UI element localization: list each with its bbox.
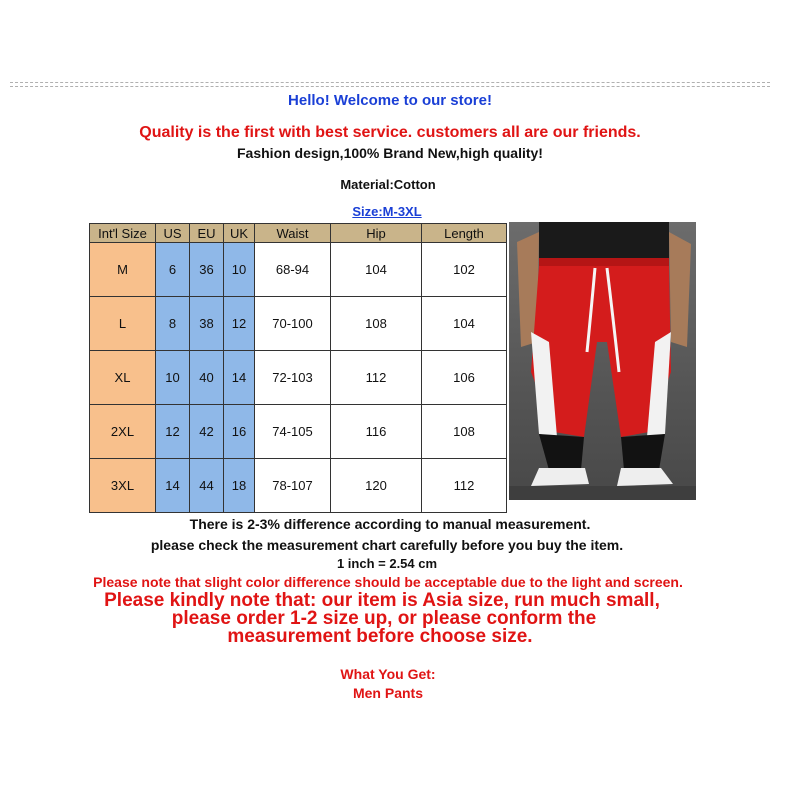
table-header-row [90,224,507,243]
top-divider-2 [10,86,770,87]
cell-hip: 120 [331,459,422,513]
cell-hip: 108 [331,297,422,351]
welcome-text: Hello! Welcome to our store! [288,92,492,109]
cell-us: 8 [156,297,190,351]
size-chart-table [89,223,507,513]
cell-size: M [90,243,156,297]
product-photo [509,222,696,500]
what-you-get-label: What You Get: [340,666,436,682]
cell-size: 2XL [90,405,156,459]
cell-waist: 68-94 [255,243,331,297]
cell-uk: 10 [224,243,255,297]
cell-eu: 42 [190,405,224,459]
cell-waist: 74-105 [255,405,331,459]
color-note: Please note that slight color difference should be acceptable due to the light and screen. [93,574,683,590]
cell-hip: 116 [331,405,422,459]
cell-length: 112 [422,459,507,513]
cell-uk: 14 [224,351,255,405]
size-range-text: Size:M-3XL [352,204,422,219]
material-text: Material:Cotton [340,177,436,192]
table-row [90,405,507,459]
asia-note-line-3: measurement before choose size. [227,626,533,647]
cell-us: 12 [156,405,190,459]
cell-length: 108 [422,405,507,459]
cell-waist: 70-100 [255,297,331,351]
cell-hip: 104 [331,243,422,297]
cell-uk: 12 [224,297,255,351]
cell-waist: 78-107 [255,459,331,513]
cell-eu: 38 [190,297,224,351]
cell-length: 102 [422,243,507,297]
cell-us: 6 [156,243,190,297]
header-uk: UK [224,224,255,243]
header-us: US [156,224,190,243]
asia-note-line-2: please order 1-2 size up, or please conform the [171,608,597,629]
cell-length: 104 [422,297,507,351]
cell-waist: 72-103 [255,351,331,405]
cell-us: 10 [156,351,190,405]
header-waist: Waist [255,224,331,243]
header-length: Length [422,224,507,243]
header-eu: EU [190,224,224,243]
cell-length: 106 [422,351,507,405]
table-row [90,243,507,297]
cell-size: L [90,297,156,351]
header-intl: Int'l Size [90,224,156,243]
cell-uk: 16 [224,405,255,459]
table-row [90,351,507,405]
top-divider [10,82,770,83]
table-row [90,297,507,351]
pants-illustration [509,222,696,500]
cell-uk: 18 [224,459,255,513]
cell-eu: 44 [190,459,224,513]
cell-eu: 36 [190,243,224,297]
cell-us: 14 [156,459,190,513]
cell-eu: 40 [190,351,224,405]
cell-hip: 112 [331,351,422,405]
inch-note: 1 inch = 2.54 cm [336,556,438,571]
cell-size: 3XL [90,459,156,513]
difference-note: There is 2-3% difference according to manual measurement. [189,516,591,532]
table-row [90,459,507,513]
fashion-text: Fashion design,100% Brand New,high quality! [237,145,543,161]
header-hip: Hip [331,224,422,243]
asia-note-line-1: Please kindly note that: our item is Asia size, run much small, [104,590,660,611]
quality-text: Quality is the first with best service. customers all are our friends. [139,124,641,141]
cell-size: XL [90,351,156,405]
check-note: please check the measurement chart carefully before you buy the item. [150,537,624,553]
what-you-get-item: Men Pants [352,685,423,701]
